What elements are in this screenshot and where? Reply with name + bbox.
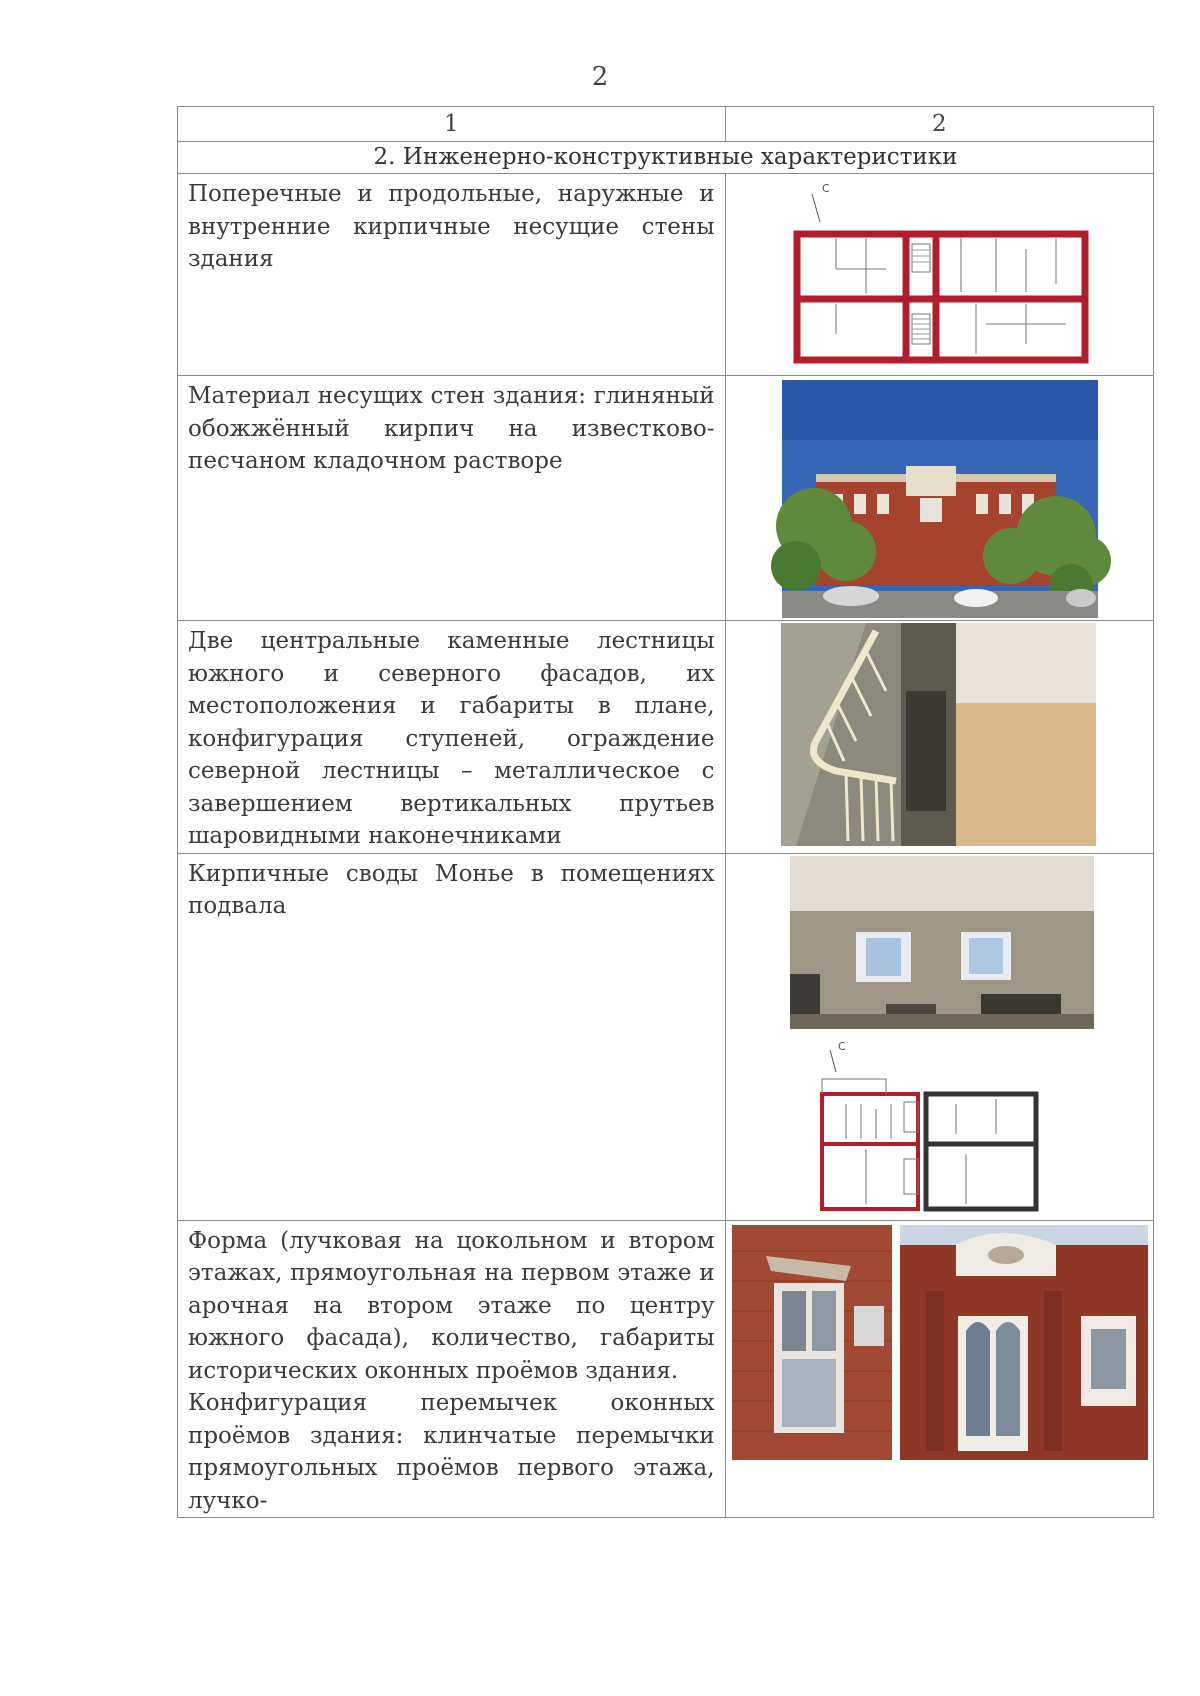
section-title: 2. Инженерно-конструктивные характеристики — [178, 142, 1154, 174]
window-photo-right — [726, 1221, 1154, 1464]
characteristics-table — [177, 106, 1154, 1518]
facade-photo-image — [726, 376, 1154, 621]
row-description: Материал несущих стен здания: глиняный обожжённый кирпич на известково-песчаном кладочном растворе — [178, 376, 726, 621]
table-row — [178, 376, 1154, 621]
table-header-row — [178, 107, 1154, 142]
table-row — [178, 853, 1154, 1220]
floor-plan-walls-drawing — [726, 174, 1154, 376]
facade-photo — [725, 376, 1153, 621]
row-description: Две центральные каменные лестницы южного и северного фасадов, их местоположения и габариты в плане, конфигурация ступеней, ограждение северной лестницы – металлическое с завершением вертикальных прутьев шаровидными наконечниками — [178, 621, 726, 854]
staircase-photo — [725, 621, 1153, 854]
row-description: Поперечные и продольные, наружные и внутренние кирпичные несущие стены здания — [178, 174, 726, 376]
north-label: С — [837, 1039, 846, 1053]
section-title-row — [178, 142, 1154, 174]
basement-plan-drawing — [726, 854, 1154, 1221]
north-label: С — [821, 182, 830, 195]
column-header-2: 2 — [725, 107, 1153, 142]
table-row — [178, 174, 1154, 376]
column-header-1: 1 — [178, 107, 726, 142]
basement-vaults-images — [725, 853, 1153, 1220]
row-description: Форма (лучковая на цокольном и втором этажах, прямоугольная на первом этаже и арочная на втором этаже по центру южного фасада), количество, габариты исторических оконных проёмов здания. Конфигурация перемычек оконных проёмов здания: клинчатые перемычки прямоугольных проёмов первого этажа, лучко- — [178, 1220, 726, 1518]
floor-plan-walls-image — [725, 174, 1153, 376]
row-description: Кирпичные своды Монье в помещениях подвала — [178, 853, 726, 1220]
page-number: 2 — [591, 62, 609, 92]
staircase-photo-image — [726, 621, 1154, 850]
table-row — [178, 621, 1154, 854]
table-row — [178, 1220, 1154, 1518]
window-photos — [725, 1220, 1153, 1518]
